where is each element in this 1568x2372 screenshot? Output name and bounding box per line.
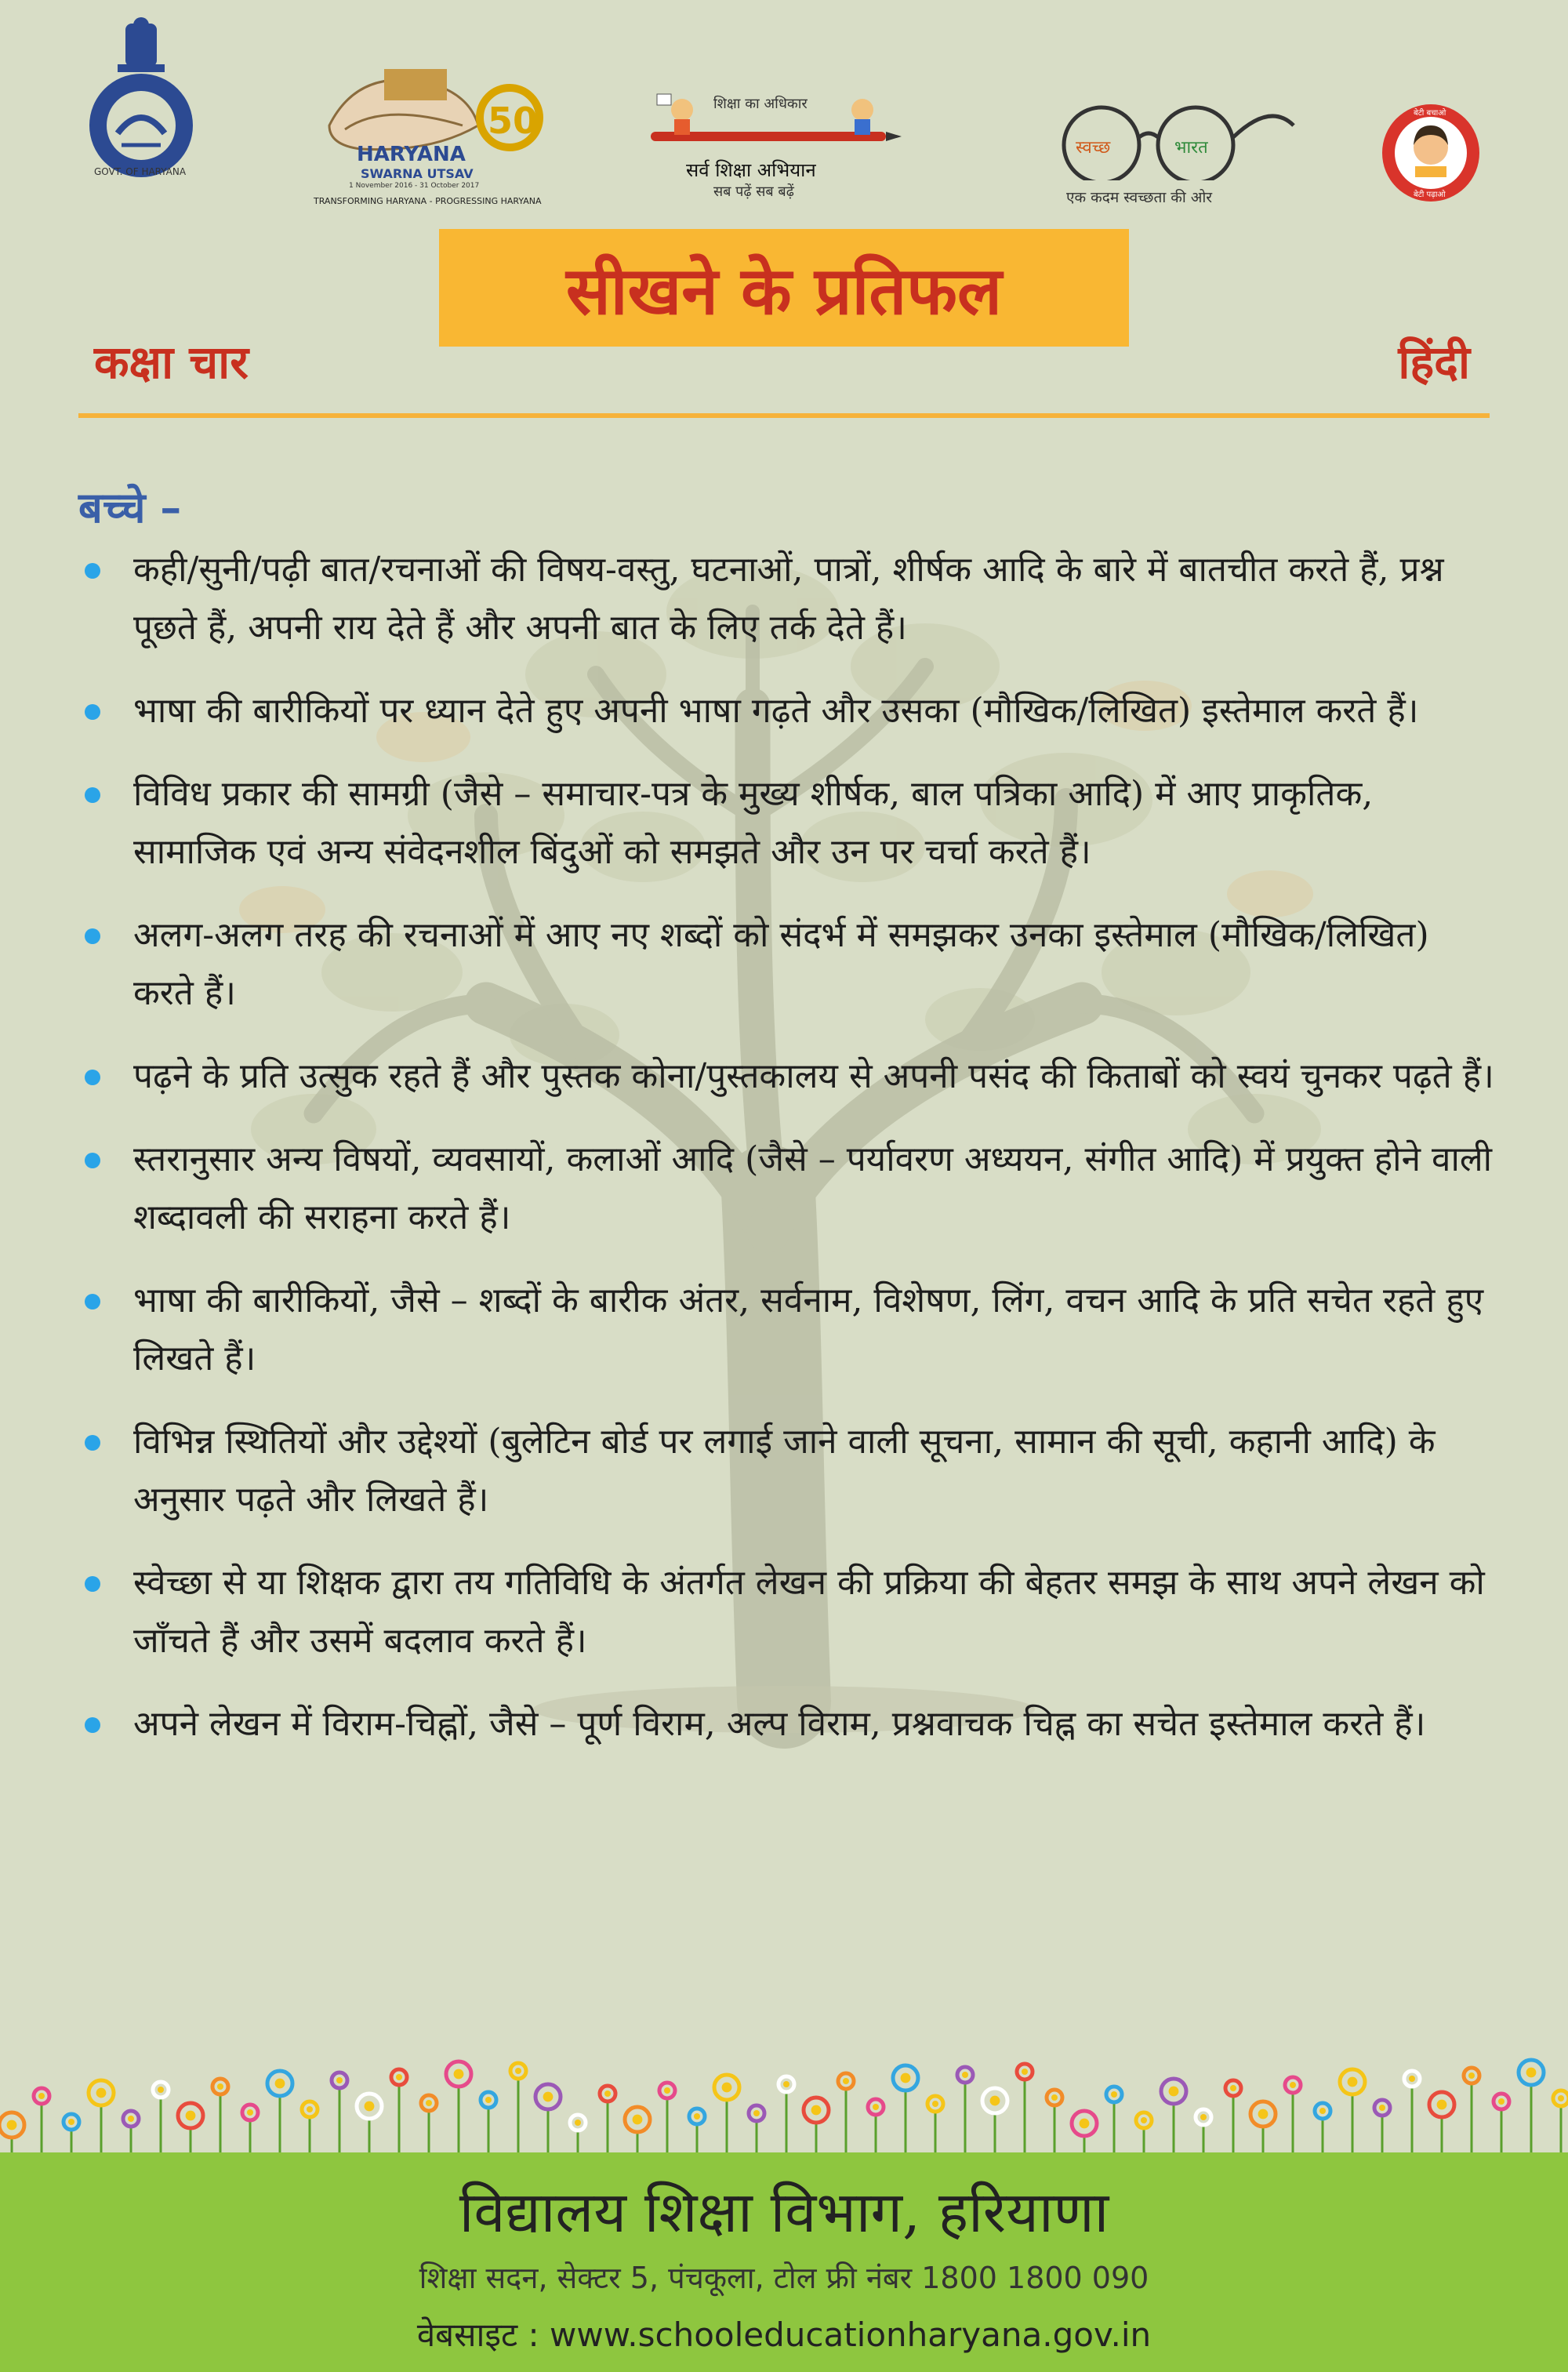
list-item bbox=[78, 1413, 1497, 1529]
bullet-icon bbox=[85, 563, 100, 579]
swachh-right: भारत bbox=[1174, 138, 1208, 158]
outcome-text: पढ़ने के प्रति उत्सुक रहते हैं और पुस्तक कोना/पुस्तकालय से अपनी पसंद की किताबों को स्वयं चुनकर पढ़ते हैं। bbox=[133, 1056, 1494, 1096]
list-item bbox=[78, 1048, 1497, 1106]
bullet-icon bbox=[85, 1153, 100, 1168]
govt-caption: GOVT. OF HARYANA bbox=[94, 166, 187, 177]
outcomes-list bbox=[78, 541, 1497, 1778]
bullet-icon bbox=[85, 1435, 100, 1451]
title-banner bbox=[439, 229, 1129, 347]
beti-bottom: बेटी पढ़ाओ bbox=[1414, 191, 1446, 199]
svg-text:50: 50 bbox=[488, 100, 539, 142]
outcome-text: अपने लेखन में विराम-चिह्नों, जैसे – पूर्ण विराम, अल्प विराम, प्रश्नवाचक चिह्न का सचेत इस्तेमाल करते हैं। bbox=[133, 1704, 1426, 1744]
bullet-icon bbox=[85, 787, 100, 803]
ssa-name: सर्व शिक्षा अभियान bbox=[686, 159, 816, 181]
class-label: कक्षा चार bbox=[94, 336, 249, 389]
utsav-sub: SWARNA UTSAV bbox=[361, 166, 474, 181]
page-title: सीखने के प्रतिफल bbox=[565, 251, 1003, 329]
swarna-utsav-logo bbox=[314, 55, 549, 212]
outcome-text: अलग-अलग तरह की रचनाओं में आए नए शब्दों को संदर्भ में समझकर उनका इस्तेमाल (मौखिक/लिखित) करते हैं। bbox=[133, 915, 1429, 1013]
outcome-text: भाषा की बारीकियों, जैसे – शब्दों के बारीक अंतर, सर्वनाम, विशेषण, लिंग, वचन आदि के प्रति सचेत रहते हुए लिखते हैं। bbox=[133, 1280, 1484, 1379]
ssa-tag: सब पढ़ें सब बढ़ें bbox=[713, 183, 794, 200]
list-item bbox=[78, 1695, 1497, 1753]
outcome-text: कही/सुनी/पढ़ी बात/रचनाओं की विषय-वस्तु, घटनाओं, पात्रों, शीर्षक आदि के बारे में बातचीत करते हैं, प्रश्न पूछते हैं, अपनी राय देते हैं और अपनी बात के लिए तर्क देते हैं। bbox=[133, 550, 1444, 648]
list-item bbox=[78, 906, 1497, 1023]
children-heading: बच्चे – bbox=[78, 482, 182, 532]
flower-border bbox=[0, 2054, 1568, 2156]
ssa-top: शिक्षा का अधिकार bbox=[713, 96, 808, 112]
list-item bbox=[78, 682, 1497, 740]
outcome-text: भाषा की बारीकियों पर ध्यान देते हुए अपनी भाषा गढ़ते और उसका (मौखिक/लिखित) इस्तेमाल करते हैं। bbox=[133, 691, 1419, 731]
beti-bachao-logo bbox=[1380, 102, 1482, 204]
list-item bbox=[78, 541, 1497, 657]
haryana-govt-emblem bbox=[78, 16, 204, 180]
beti-top: बेटी बचाओ bbox=[1414, 109, 1446, 118]
bullet-icon bbox=[85, 1294, 100, 1310]
utsav-dates: 1 November 2016 - 31 October 2017 bbox=[349, 182, 480, 190]
subject-label: हिंदी bbox=[1398, 336, 1470, 389]
ssa-logo bbox=[635, 78, 902, 212]
swachh-tag: एक कदम स्वच्छता की ओर bbox=[1066, 189, 1213, 206]
bullet-icon bbox=[85, 1717, 100, 1733]
bullet-icon bbox=[85, 928, 100, 944]
utsav-title: HARYANA bbox=[357, 143, 466, 166]
outcome-text: स्वेच्छा से या शिक्षक द्वारा तय गतिविधि के अंतर्गत लेखन की प्रक्रिया की बेहतर समझ के साथ अपने लेखन को जाँचते हैं और उसमें बदलाव करते हैं। bbox=[133, 1563, 1485, 1661]
header-divider bbox=[78, 413, 1490, 418]
list-item bbox=[78, 765, 1497, 881]
list-item bbox=[78, 1131, 1497, 1247]
outcome-text: स्तरानुसार अन्य विषयों, व्यवसायों, कलाओं आदि (जैसे – पर्यावरण अध्ययन, संगीत आदि) में प्रयुक्त होने वाली शब्दावली की सराहना करते हैं। bbox=[133, 1139, 1493, 1237]
bullet-icon bbox=[85, 1576, 100, 1592]
outcome-text: विभिन्न स्थितियों और उद्देश्यों (बुलेटिन बोर्ड पर लगाई जाने वाली सूचना, सामान की सूची, कहानी आदि) के अनुसार पढ़ते और लिखते हैं। bbox=[133, 1422, 1436, 1520]
department-name: विद्यालय शिक्षा विभाग, हरियाणा bbox=[459, 2179, 1109, 2245]
list-item bbox=[78, 1554, 1497, 1670]
department-website: वेबसाइट : www.schooleducationharyana.gov.in bbox=[416, 2316, 1152, 2354]
bullet-icon bbox=[85, 704, 100, 720]
bullet-icon bbox=[85, 1070, 100, 1085]
swachh-left: स्वच्छ bbox=[1076, 138, 1111, 158]
list-item bbox=[78, 1272, 1497, 1388]
department-address: शिक्षा सदन, सेक्टर 5, पंचकूला, टोल फ्री नंबर 1800 1800 090 bbox=[419, 2261, 1149, 2295]
swachh-bharat-logo bbox=[1035, 94, 1301, 212]
outcome-text: विविध प्रकार की सामग्री (जैसे – समाचार-पत्र के मुख्य शीर्षक, बाल पत्रिका आदि) में आए प्राकृतिक, सामाजिक एवं अन्य संवेदनशील बिंदुओं को समझते और उन पर चर्चा करते हैं। bbox=[133, 774, 1374, 872]
utsav-tagline: TRANSFORMING HARYANA - PROGRESSING HARYANA bbox=[314, 196, 542, 206]
